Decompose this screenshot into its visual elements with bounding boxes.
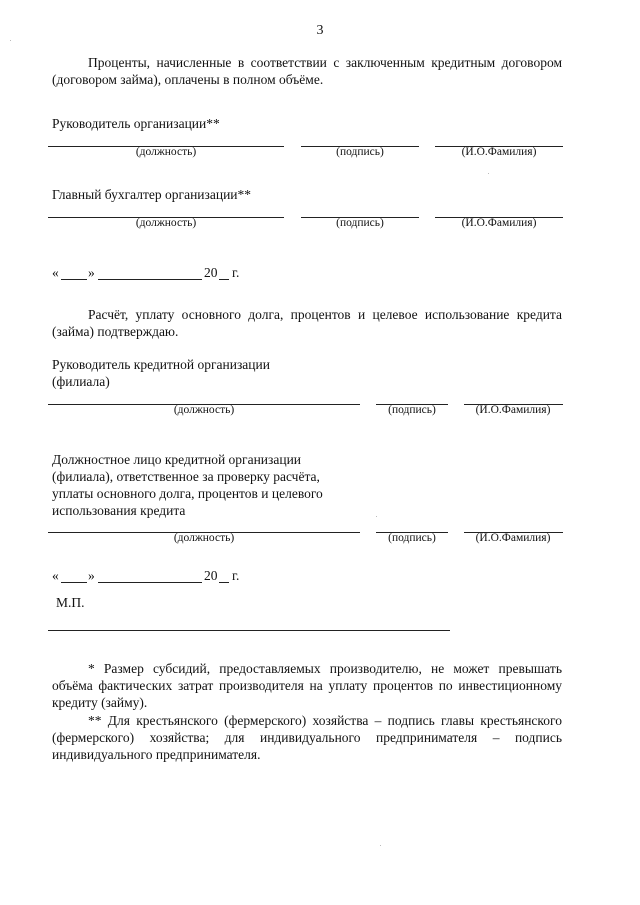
bank-head-position-caption: (должность): [173, 404, 235, 416]
date-year-blank[interactable]: [219, 279, 229, 280]
scan-speck: [10, 40, 11, 41]
footnote-2: ** Для крестьянского (фермерского) хозяйства – подпись главы крестьянского (фермерского) хозяйства; для индивидуального предпринимателя – подпись индивидуального предпринимателя.: [52, 713, 562, 762]
bank-officer-position-caption: (должность): [173, 532, 235, 544]
bank-head-title-line2: (филиала): [52, 374, 110, 389]
chief-accountant-position-caption: (должность): [135, 217, 197, 229]
date-year-prefix: 20: [204, 265, 218, 280]
scan-speck: [488, 173, 489, 174]
bank-officer-title-line2: (филиала), ответственное за проверку расчёта,: [52, 469, 320, 484]
intro-paragraph: Проценты, начисленные в соответствии с заключенным кредитным договором (договором займа), оплачены в полном объёме.: [52, 55, 562, 87]
bank-officer-title-line4: использования кредита: [52, 503, 186, 518]
bank-officer-signature-caption: (подпись): [388, 532, 436, 544]
date-line-1: [52, 264, 292, 282]
bank-head-title: [52, 356, 372, 390]
date2-close-quote: »: [88, 568, 95, 583]
footnote-1: * Размер субсидий, предоставляемых производителю, не может превышать объёма фактических затрат производителя на уплату процентов по инвестиционному кредиту (займу).: [52, 661, 562, 710]
chief-accountant-title: Главный бухгалтер организации**: [52, 187, 252, 202]
date-month-blank[interactable]: [98, 279, 202, 280]
bank-head-title-line1: Руководитель кредитной организации: [52, 357, 270, 372]
date2-day-blank[interactable]: [61, 582, 87, 583]
date2-year-blank[interactable]: [219, 582, 229, 583]
head-org-title: Руководитель организации**: [52, 116, 220, 131]
date-day-blank[interactable]: [61, 279, 87, 280]
bank-head-name-caption: (И.О.Фамилия): [475, 404, 551, 416]
stamp-line[interactable]: [48, 630, 450, 631]
head-org-signature-caption: (подпись): [336, 146, 384, 158]
bank-officer-title: [52, 451, 372, 519]
bank-officer-title-line1: Должностное лицо кредитной организации: [52, 452, 302, 467]
date2-open-quote: «: [52, 568, 59, 583]
date2-month-blank[interactable]: [98, 582, 202, 583]
bank-head-signature-caption: (подпись): [388, 404, 436, 416]
date-line-2: [52, 567, 292, 585]
head-org-position-caption: (должность): [135, 146, 197, 158]
date-year-suffix: г.: [232, 265, 240, 280]
bank-officer-name-caption: (И.О.Фамилия): [475, 532, 551, 544]
date2-year-prefix: 20: [204, 568, 218, 583]
scan-speck: [380, 845, 381, 846]
head-org-name-caption: (И.О.Фамилия): [461, 146, 537, 158]
page-number: 3: [316, 23, 324, 38]
stamp-label: М.П.: [56, 595, 85, 610]
bank-officer-title-line3: уплаты основного долга, процентов и целевого: [52, 486, 323, 501]
confirm-paragraph: Расчёт, уплату основного долга, процентов и целевое использование кредита (займа) подтверждаю.: [52, 307, 562, 339]
chief-accountant-name-caption: (И.О.Фамилия): [461, 217, 537, 229]
chief-accountant-signature-caption: (подпись): [336, 217, 384, 229]
date2-year-suffix: г.: [232, 568, 240, 583]
scan-speck: [376, 516, 377, 517]
date-open-quote: «: [52, 265, 59, 280]
date-close-quote: »: [88, 265, 95, 280]
